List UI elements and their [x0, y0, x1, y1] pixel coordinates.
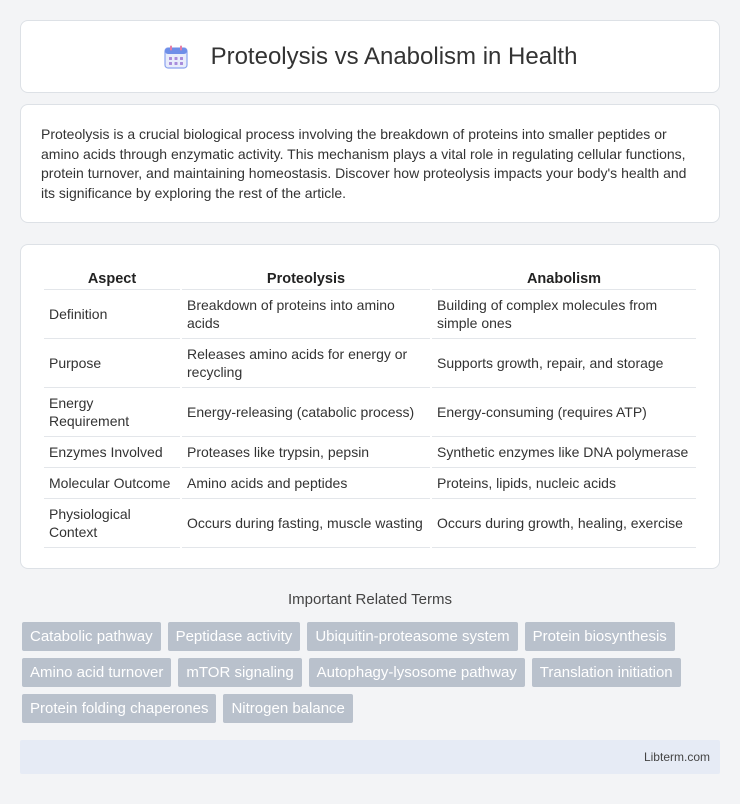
tag-amino-acid-turnover[interactable]: Amino acid turnover: [22, 658, 171, 687]
table-row: [44, 437, 696, 468]
comparison-table: [42, 265, 698, 548]
table-cell: Proteins, lipids, nucleic acids: [432, 468, 696, 499]
table-cell: Proteases like trypsin, pepsin: [182, 437, 430, 468]
header-anabolism: Anabolism: [432, 265, 696, 290]
page-title: Proteolysis vs Anabolism in Health: [210, 42, 578, 70]
tag-ubiquitin-proteasome-system[interactable]: Ubiquitin-proteasome system: [307, 622, 517, 651]
tag-protein-biosynthesis[interactable]: Protein biosynthesis: [525, 622, 675, 651]
tag-catabolic-pathway[interactable]: Catabolic pathway: [22, 622, 161, 651]
table-cell: Physiological Context: [44, 499, 180, 548]
table-header-row: [44, 265, 696, 290]
table-cell: Amino acids and peptides: [182, 468, 430, 499]
calendar-icon: [163, 44, 189, 70]
table-cell: Definition: [44, 290, 180, 339]
table-row: [44, 339, 696, 388]
table-cell: Energy Requirement: [44, 388, 180, 437]
related-terms-list: [22, 622, 722, 723]
header-aspect: Aspect: [44, 265, 180, 290]
table-row: [44, 290, 696, 339]
table-cell: Energy-consuming (requires ATP): [432, 388, 696, 437]
tag-translation-initiation[interactable]: Translation initiation: [532, 658, 681, 687]
table-cell: Supports growth, repair, and storage: [432, 339, 696, 388]
table-cell: Synthetic enzymes like DNA polymerase: [432, 437, 696, 468]
header-proteolysis: Proteolysis: [182, 265, 430, 290]
tag-nitrogen-balance[interactable]: Nitrogen balance: [223, 694, 352, 723]
table-cell: Energy-releasing (catabolic process): [182, 388, 430, 437]
intro-paragraph: Proteolysis is a crucial biological process involving the breakdown of proteins into smaller peptides or amino acids through enzymatic activity. This mechanism plays a vital role in regulating cellular functions, protein turnover, and maintaining homeostasis. Discover how proteolysis impacts your body's health and its significance by exploring the rest of the article.: [41, 126, 687, 201]
tag-autophagy-lysosome-pathway[interactable]: Autophagy-lysosome pathway: [309, 658, 525, 687]
tag-peptidase-activity[interactable]: Peptidase activity: [168, 622, 301, 651]
footer-site-link[interactable]: Libterm.com: [643, 750, 710, 764]
table-cell: Building of complex molecules from simple ones: [432, 290, 696, 339]
table-cell: Enzymes Involved: [44, 437, 180, 468]
intro-card: [20, 104, 720, 223]
table-row: [44, 388, 696, 437]
table-row: [44, 468, 696, 499]
table-cell: Releases amino acids for energy or recycling: [182, 339, 430, 388]
title-card: [20, 20, 720, 93]
related-terms-heading: Important Related Terms: [288, 591, 452, 608]
table-cell: Molecular Outcome: [44, 468, 180, 499]
tag-mtor-signaling[interactable]: mTOR signaling: [178, 658, 301, 687]
tag-protein-folding-chaperones[interactable]: Protein folding chaperones: [22, 694, 216, 723]
table-row: [44, 499, 696, 548]
table-cell: Purpose: [44, 339, 180, 388]
comparison-card: [20, 244, 720, 569]
table-cell: Occurs during fasting, muscle wasting: [182, 499, 430, 548]
footer: [20, 740, 720, 774]
table-cell: Occurs during growth, healing, exercise: [432, 499, 696, 548]
table-cell: Breakdown of proteins into amino acids: [182, 290, 430, 339]
